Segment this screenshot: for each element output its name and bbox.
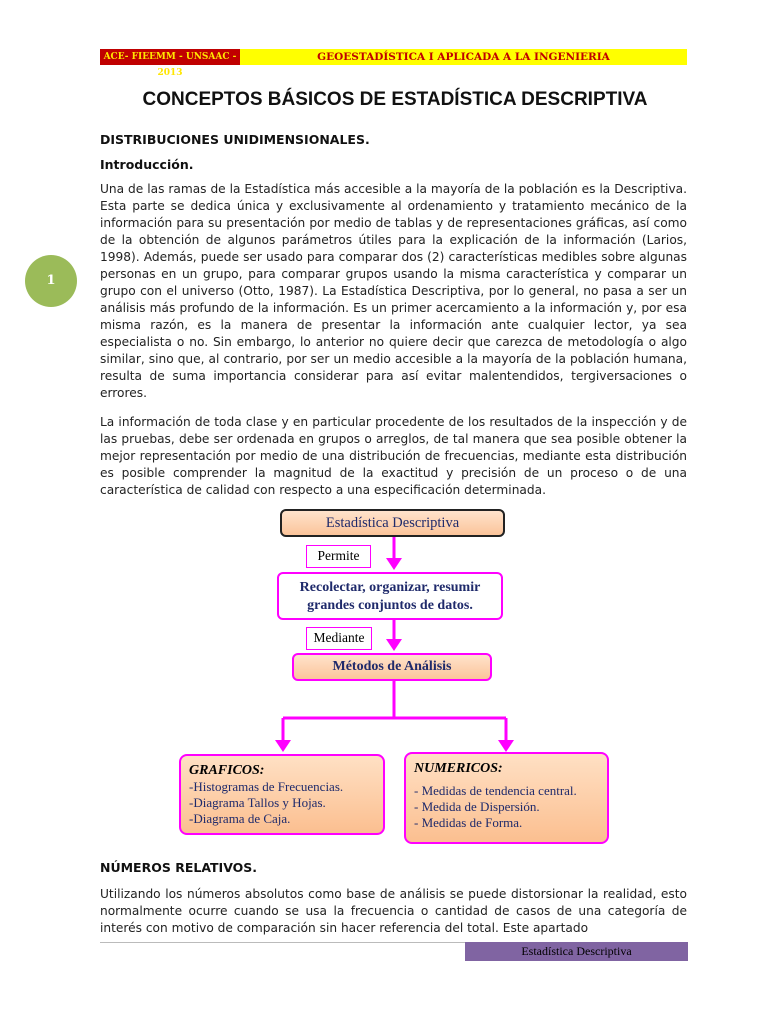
section-heading-distribuciones: DISTRIBUCIONES UNIDIMENSIONALES. bbox=[100, 132, 370, 147]
node-graficos bbox=[179, 754, 385, 835]
footer-label: Estadística Descriptiva bbox=[465, 942, 688, 961]
graficos-item: -Histogramas de Frecuencias. bbox=[189, 779, 344, 794]
intro-heading: Introducción. bbox=[100, 157, 194, 172]
section-heading-numeros-relativos: NÚMEROS RELATIVOS. bbox=[100, 860, 258, 875]
numericos-item: - Medidas de tendencia central. bbox=[414, 783, 577, 798]
label-mediante: Mediante bbox=[306, 627, 372, 650]
paragraph-informacion: La información de toda clase y en particular procedente de los resultados de la inspección y de las pruebas, debe ser ordenada en grupos o arreglos, de tal manera que sea posible obtener la mejor representación por medio de una distribución de frecuencias, mediante esta distribución es posible comprender la magnitud de la exactitud y precisión de un proceso o de una característica de calidad con respecto a una especificación determinada. bbox=[100, 415, 687, 497]
header-right-label: GEOESTADÍSTICA I APLICADA A LA INGENIERIA bbox=[240, 49, 687, 65]
header-left-label: ACE- FIEEMM - UNSAAC - 2013 bbox=[100, 49, 240, 65]
numericos-item: - Medida de Dispersión. bbox=[414, 799, 540, 814]
page-number-badge: 1 bbox=[25, 255, 77, 307]
paragraph-numeros-relativos: Utilizando los números absolutos como base de análisis se puede distorsionar la realidad, esto normalmente ocurre cuando se usa la frecuencia o cantidad de casos de una categoría de interés con motivo de comparación sin hacer referencia del total. Este apartado bbox=[100, 887, 687, 935]
label-permite: Permite bbox=[306, 545, 371, 568]
node-metodos-analisis: Métodos de Análisis bbox=[292, 653, 492, 681]
graficos-item: -Diagrama Tallos y Hojas. bbox=[189, 795, 326, 810]
graficos-title: GRAFICOS: bbox=[189, 763, 265, 778]
numericos-title: NUMERICOS: bbox=[414, 761, 503, 776]
graficos-item: -Diagrama de Caja. bbox=[189, 811, 291, 826]
node-recolectar: Recolectar, organizar, resumir grandes conjuntos de datos. bbox=[277, 572, 503, 620]
paragraph-intro: Una de las ramas de la Estadística más accesible a la mayoría de la población es la Descriptiva. Esta parte se dedica única y exclusivamente al ordenamiento y tratamiento mecánico de la información para su presentación por medio de tablas y de representaciones gráficas, así como de la obtención de algunos parámetros útiles para la explicación de la información (Larios, 1998). Además, puede ser usado para comparar dos (2) características medibles sobre algunas personas en un grupo, para comparar grupos usando la misma característica y comparar un grupo con el universo (Otto, 1987). La Estadística Descriptiva, por lo general, no pasa a ser un análisis más profundo de la información. Es un primer acercamiento a la información y, por esa misma razón, es la manera de presentar la información ante cualquier lector, ya sea especialista o no. Sin embargo, lo anterior no quiere decir que carezca de metodología o algo similar, sino que, al contrario, por ser un medio accesible a la mayoría de la población humana, resulta de suma importancia considerar para así evitar malentendidos, tergiversaciones o errores. bbox=[100, 182, 687, 400]
node-numericos bbox=[404, 752, 609, 844]
page-title: CONCEPTOS BÁSICOS DE ESTADÍSTICA DESCRIPTIVA bbox=[142, 89, 648, 110]
node-estadistica-descriptiva: Estadística Descriptiva bbox=[280, 509, 505, 537]
numericos-item: - Medidas de Forma. bbox=[414, 815, 523, 830]
